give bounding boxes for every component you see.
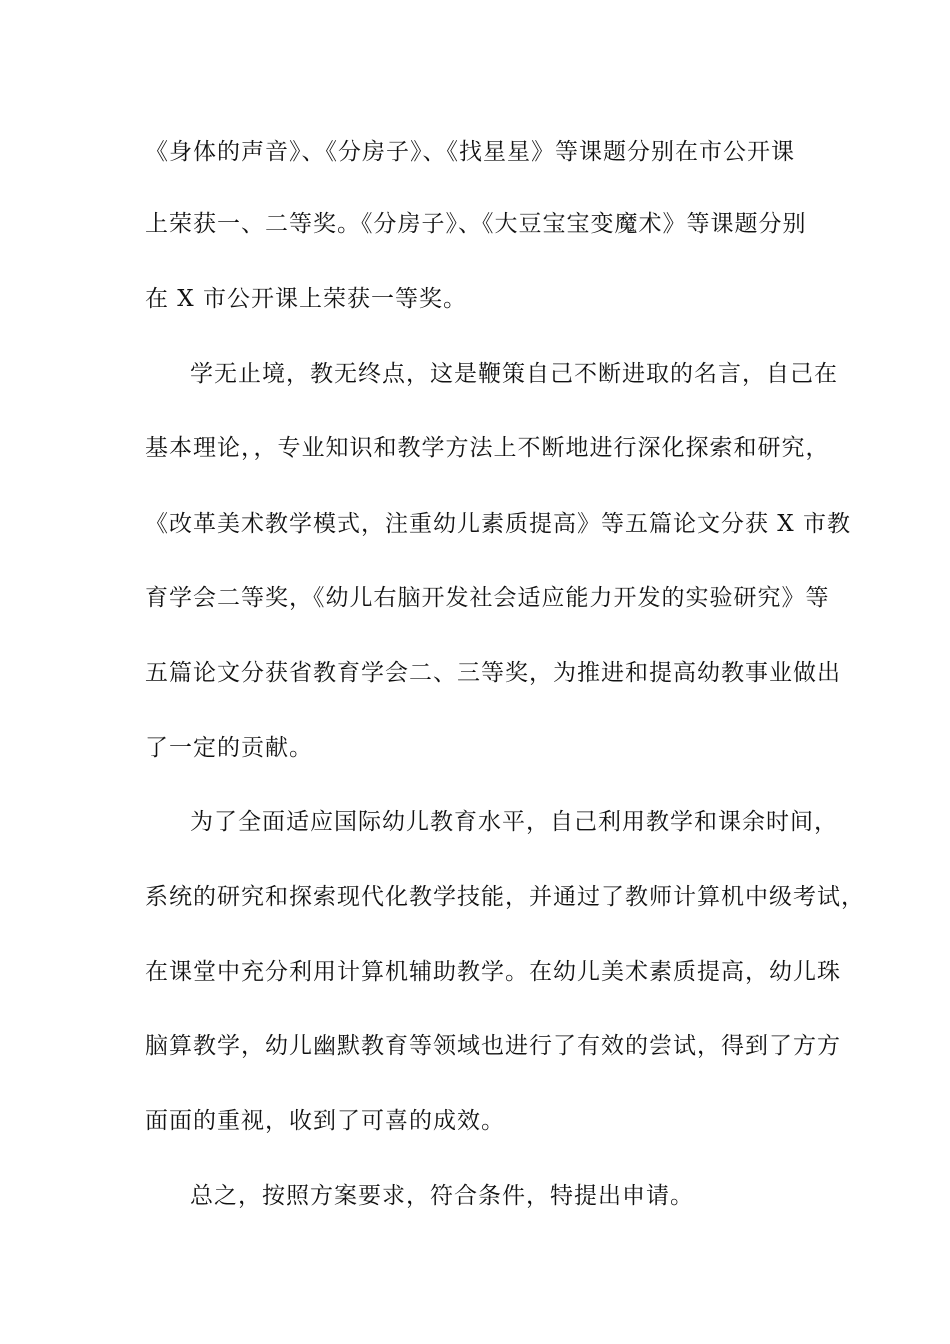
paragraph-1-line-3: 在 X 市公开课上荣获一等奖。: [145, 286, 467, 312]
paragraph-2-line-3: 《改革美术教学模式，注重幼儿素质提高》等五篇论文分获 X 市教: [145, 511, 851, 537]
paragraph-3-line-5: 面面的重视，收到了可喜的成效。: [145, 1108, 505, 1134]
paragraph-2-line-1: 学无止境，教无终点，这是鞭策自己不断进取的名言，自己在: [190, 361, 838, 387]
paragraph-2-line-4: 育学会二等奖，《幼儿右脑开发社会适应能力开发的实验研究》等: [145, 585, 830, 611]
paragraph-2-line-2: 基本理论，，专业知识和教学方法上不断地进行深化探索和研究，: [145, 435, 830, 461]
paragraph-1-line-1: 《身体的声音》、《分房子》、《找星星》等课题分别在市公开课: [145, 139, 795, 165]
paragraph-3-line-4: 脑算教学，幼儿幽默教育等领域也进行了有效的尝试，得到了方方: [145, 1033, 841, 1059]
paragraph-2-line-6: 了一定的贡献。: [145, 735, 313, 761]
paragraph-4-line-1: 总之，按照方案要求，符合条件，特提出申请。: [190, 1183, 694, 1209]
paragraph-1-line-2: 上荣获一、二等奖。《分房子》、《大豆宝宝变魔术》等课题分别: [145, 211, 807, 237]
paragraph-2-line-5: 五篇论文分获省教育学会二、三等奖，为推进和提高幼教事业做出: [145, 660, 841, 686]
paragraph-3-line-3: 在课堂中充分利用计算机辅助教学。在幼儿美术素质提高，幼儿珠: [145, 959, 841, 985]
paragraph-3-line-1: 为了全面适应国际幼儿教育水平，自己利用教学和课余时间，: [190, 809, 838, 835]
paragraph-3-line-2: 系统的研究和探索现代化教学技能，并通过了教师计算机中级考试，: [145, 884, 865, 910]
